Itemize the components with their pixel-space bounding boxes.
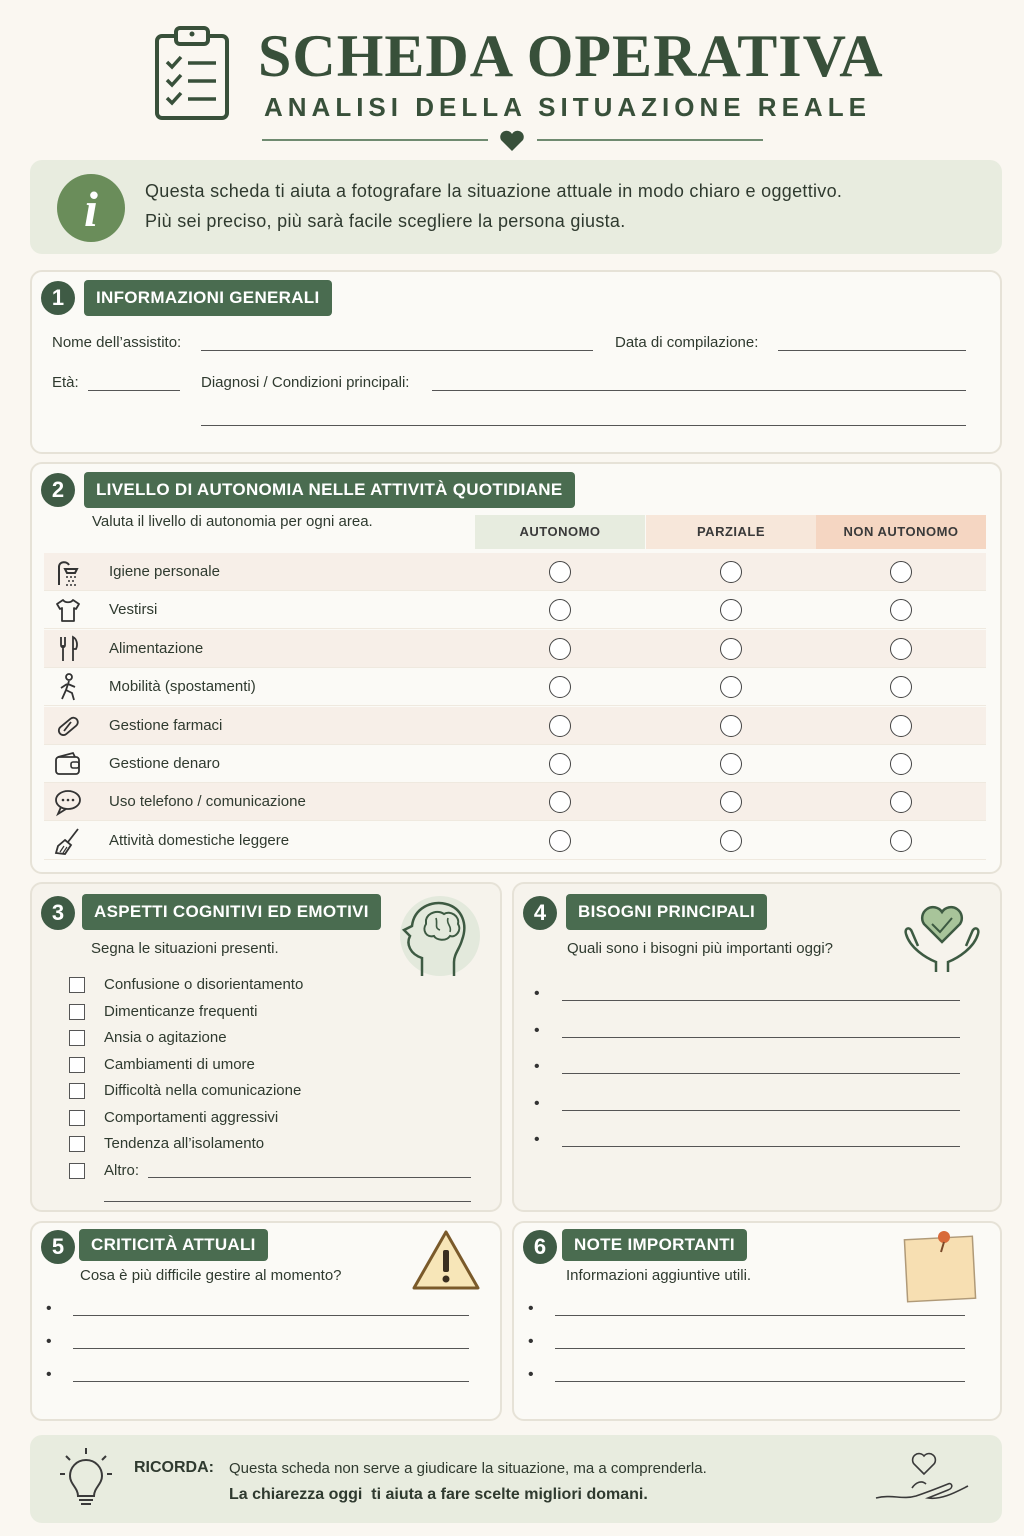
section-instruction: Valuta il livello di autonomia per ogni area.	[92, 513, 373, 530]
row-label: Igiene personale	[109, 563, 220, 580]
answer-line[interactable]	[73, 1381, 469, 1382]
sticky-note-icon	[898, 1224, 982, 1306]
checklist-item: Altro:	[104, 1161, 140, 1179]
reminder-box	[30, 1435, 1002, 1523]
other-field[interactable]	[148, 1177, 471, 1178]
table-row	[44, 591, 986, 629]
bullet: •	[534, 1021, 540, 1039]
rating-radio[interactable]	[720, 830, 742, 852]
other-field-line2[interactable]	[104, 1201, 471, 1202]
brain-head-icon	[392, 892, 484, 980]
answer-line[interactable]	[555, 1315, 965, 1316]
page-title: SCHEDA OPERATIVA	[258, 23, 884, 89]
needs-list	[530, 985, 970, 1155]
bullet: •	[534, 1131, 540, 1148]
rating-radio[interactable]	[890, 561, 912, 583]
row-label: Alimentazione	[109, 639, 204, 657]
criticalities-list	[44, 1300, 474, 1400]
cognitive-checklist	[68, 970, 488, 1205]
checklist-item: Ansia o agitazione	[104, 1029, 227, 1046]
answer-line[interactable]	[562, 1146, 960, 1147]
rating-radio[interactable]	[720, 753, 742, 775]
age-field[interactable]	[88, 390, 180, 391]
info-text-line2: Più sei preciso, più sarà facile scegliere la persona giusta.	[145, 211, 626, 231]
checklist-item: Confusione o disorientamento	[104, 976, 304, 993]
section-number: 1	[41, 281, 75, 315]
bullet: •	[528, 1333, 534, 1350]
section-number: 4	[523, 896, 557, 930]
divider-right	[537, 139, 763, 141]
rating-radio[interactable]	[549, 715, 571, 737]
rating-radio[interactable]	[890, 715, 912, 737]
checklist-item: Tendenza all’isolamento	[104, 1135, 265, 1152]
wallet-icon	[53, 749, 83, 779]
warning-icon	[410, 1228, 482, 1292]
rating-radio[interactable]	[890, 753, 912, 775]
clipboard-checklist-icon	[152, 24, 232, 122]
section-title: INFORMAZIONI GENERALI	[84, 280, 332, 316]
reminder-text-line2: La chiarezza oggi ti aiuta a fare scelte migliori domani.	[229, 1486, 648, 1503]
answer-line[interactable]	[73, 1315, 469, 1316]
rating-radio[interactable]	[549, 638, 571, 660]
answer-line[interactable]	[562, 1000, 960, 1001]
diagnosis-field[interactable]	[432, 390, 966, 391]
section-number: 2	[41, 473, 75, 507]
rating-radio[interactable]	[549, 561, 571, 583]
bullet: •	[46, 1333, 52, 1350]
date-label: Data di compilazione:	[615, 334, 759, 351]
row-label: Attività domestiche leggere	[109, 831, 290, 849]
section-number: 6	[523, 1230, 557, 1264]
checkbox[interactable]	[69, 977, 85, 993]
section-title: NOTE IMPORTANTI	[562, 1229, 747, 1261]
section-title: ASPETTI COGNITIVI ED EMOTIVI	[82, 894, 381, 930]
column-header: PARZIALE	[646, 515, 816, 549]
checkbox[interactable]	[69, 1110, 85, 1126]
shower-icon	[53, 557, 83, 587]
bullet: •	[534, 1094, 540, 1112]
checklist-item: Cambiamenti di umore	[104, 1055, 255, 1073]
info-icon: i	[57, 174, 125, 242]
row-label: Vestirsi	[109, 601, 158, 619]
row-label: Gestione denaro	[109, 755, 220, 772]
fork-knife-icon	[53, 634, 83, 664]
autonomy-table	[44, 515, 986, 860]
chat-bubble-icon	[53, 787, 83, 817]
lightbulb-icon	[58, 1446, 114, 1508]
diagnosis-label: Diagnosi / Condizioni principali:	[201, 374, 410, 391]
bullet: •	[46, 1300, 52, 1317]
checklist-item: Difficoltà nella comunicazione	[104, 1082, 302, 1099]
age-label: Età:	[52, 374, 79, 391]
checklist-item: Comportamenti aggressivi	[104, 1108, 279, 1126]
divider-left	[262, 139, 488, 141]
checklist-item: Dimenticanze frequenti	[104, 1002, 258, 1020]
info-text-line1: Questa scheda ti aiuta a fotografare la situazione attuale in modo chiaro e oggettivo.	[145, 181, 843, 201]
checkbox[interactable]	[69, 1057, 85, 1073]
rating-radio[interactable]	[890, 830, 912, 852]
answer-line[interactable]	[555, 1348, 965, 1349]
rating-radio[interactable]	[890, 638, 912, 660]
bullet: •	[528, 1366, 534, 1383]
bullet: •	[534, 1058, 540, 1075]
name-field[interactable]	[201, 350, 593, 351]
section-instruction: Informazioni aggiuntive utili.	[566, 1267, 752, 1284]
broom-icon	[53, 826, 83, 856]
name-label: Nome dell’assistito:	[52, 334, 182, 351]
column-header: NON AUTONOMO	[816, 515, 986, 549]
checkbox[interactable]	[69, 1030, 85, 1046]
bullet: •	[46, 1366, 52, 1383]
section-instruction: Segna le situazioni presenti.	[91, 940, 279, 957]
section-instruction: Quali sono i bisogni più importanti oggi?	[567, 940, 833, 957]
rating-radio[interactable]	[720, 561, 742, 583]
walking-person-icon	[53, 672, 83, 702]
answer-line[interactable]	[73, 1348, 469, 1349]
section-instruction: Cosa è più difficile gestire al momento?	[80, 1267, 342, 1284]
hands-heart-icon	[900, 896, 984, 976]
section-title: CRITICITÀ ATTUALI	[79, 1229, 268, 1261]
notes-list	[526, 1300, 976, 1400]
rating-radio[interactable]	[720, 638, 742, 660]
answer-line[interactable]	[562, 1110, 960, 1111]
rating-radio[interactable]	[720, 715, 742, 737]
heart-icon	[499, 130, 525, 152]
reminder-label: RICORDA:	[134, 1459, 214, 1476]
answer-line[interactable]	[562, 1037, 960, 1038]
info-box	[30, 160, 1002, 254]
checkbox[interactable]	[69, 1136, 85, 1152]
diagnosis-field-line2[interactable]	[201, 425, 966, 426]
section-number: 3	[41, 896, 75, 930]
row-label: Uso telefono / comunicazione	[109, 793, 306, 811]
bullet: •	[528, 1300, 534, 1317]
checkbox[interactable]	[69, 1083, 85, 1099]
checkbox[interactable]	[69, 1004, 85, 1020]
row-label: Gestione farmaci	[109, 716, 223, 734]
answer-line[interactable]	[555, 1381, 965, 1382]
bullet: •	[534, 985, 540, 1002]
page-subtitle: ANALISI DELLA SITUAZIONE REALE	[264, 92, 871, 122]
column-header: AUTONOMO	[475, 515, 645, 549]
pill-icon	[53, 711, 83, 741]
tshirt-icon	[53, 595, 83, 625]
checkbox[interactable]	[69, 1163, 85, 1179]
section-title: LIVELLO DI AUTONOMIA NELLE ATTIVITÀ QUOTIDIANE	[84, 472, 575, 508]
hand-heart-icon	[872, 1444, 972, 1510]
reminder-text-line1: Questa scheda non serve a giudicare la situazione, ma a comprenderla.	[229, 1460, 707, 1477]
date-field[interactable]	[778, 350, 966, 351]
rating-radio[interactable]	[549, 753, 571, 775]
section-number: 5	[41, 1230, 75, 1264]
rating-radio[interactable]	[549, 830, 571, 852]
row-label: Mobilità (spostamenti)	[109, 678, 256, 696]
section-title: BISOGNI PRINCIPALI	[566, 894, 767, 930]
answer-line[interactable]	[562, 1073, 960, 1074]
